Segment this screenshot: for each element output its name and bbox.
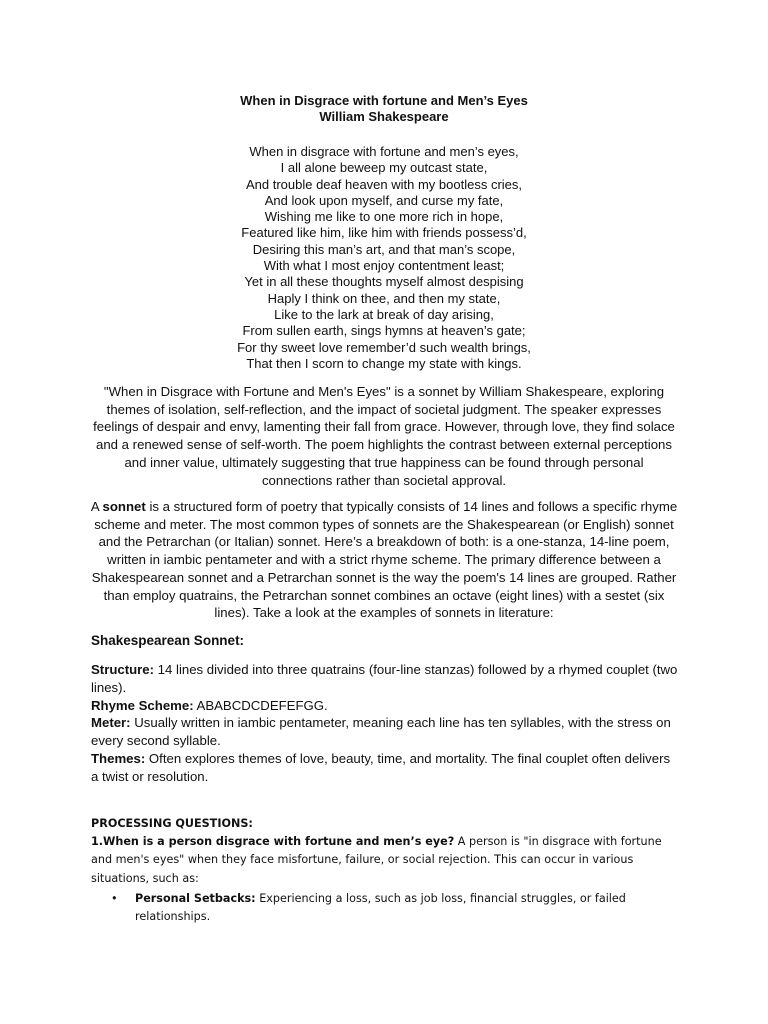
poem-line: From sullen earth, sings hymns at heaven’s gate; [242,323,526,339]
rhyme-scheme-entry [91,697,681,715]
poem-author: William Shakespeare [319,109,449,124]
poem-line: Haply I think on thee, and then my state, [267,290,501,306]
themes-label: Themes: [91,750,146,766]
bullet-text: Experiencing a loss, such as job loss, financial struggles, or failed relationships. [135,891,626,924]
poem-line: And look upon myself, and curse my fate, [264,192,504,208]
poem-line: Wishing me like to one more rich in hope, [264,209,504,225]
processing-questions-section [91,815,681,926]
poem-line: When in disgrace with fortune and men’s eyes, [249,144,519,159]
poem-line: Yet in all these thoughts myself almost despising [244,274,524,290]
poem-line: Desiring this man’s art, and that man’s scope, [252,241,516,257]
structure-label: Structure: [91,662,155,677]
poem-line: Featured like him, like him with friends possess’d, [241,225,527,241]
summary-paragraph: "When in Disgrace with Fortune and Men's Eyes" is a sonnet by William Shakespeare, exploring themes of isolation, self-reflection, and the impact of societal judgment. The speaker expresses feelings of despair and envy, lamenting their fall from grace. However, through love, they find solace and a renewed sense of self-worth. The poem highlights the contrast between external perceptions and inner value, ultimately suggesting that true happiness can be found through personal connections rather than societal approval. [93,384,675,488]
meter-text: Usually written in iambic pentameter, meaning each line has ten syllables, with the stress on every second syllable. [91,715,671,749]
rhyme-scheme-label: Rhyme Scheme: [91,697,194,713]
title-block [0,93,768,125]
poem-text [0,144,768,372]
sonnet-definition-paragraph [88,498,680,622]
themes-entry [91,750,681,786]
question-1-label: 1.When is a person disgrace with fortune and men’s eye? [91,835,455,849]
list-item [91,890,681,926]
poem-line: And trouble deaf heaven with my bootless cries, [245,176,523,192]
bullet-list [91,890,681,926]
bullet-label: Personal Setbacks: [135,891,256,905]
poem-line: Like to the lark at break of day arising, [274,306,494,322]
shakespearean-sonnet-heading: Shakespearean Sonnet: [91,633,245,648]
rhyme-scheme-text: ABABCDCDEFEFGG. [193,697,328,713]
poem-line: With what I most enjoy contentment least; [263,258,505,274]
question-1-text: A person is "in disgrace with fortune and men's eyes" when they face misfortune, failure, or social rejection. This can occur in various situations, such as: [91,835,662,885]
structure-text: 14 lines divided into three quatrains (four-line stanzas) followed by a rhymed couplet (two lines). [91,662,678,695]
meter-label: Meter: [91,715,131,731]
structure-entry [91,661,681,697]
themes-text: Often explores themes of love, beauty, time, and mortality. The final couplet often delivers a twist or resolution. [91,750,671,784]
sonnet-def-text: is a structured form of poetry that typically consists of 14 lines and follows a specific rhyme scheme and meter. The most common types of sonnets are the Shakespearean (or English) sonnet and the Petrarchan (or Italian) sonnet. Here’s a breakdown of both: is a one-stanza, 14-line poem, written in iambic pentameter and with a strict rhyme scheme. The primary difference between a Shakespearean sonnet and a Petrarchan sonnet is the way the poem's 14 lines are grouped. Rather than employ quatrains, the Petrarchan sonnet combines an octave (eight lines) with a sestet (six lines). Take a look at the examples of sonnets in literature: [91,499,678,621]
shakespearean-details [91,661,681,786]
poem-line: I all alone beweep my outcast state, [280,160,488,176]
poem-line: For thy sweet love remember’d such wealth brings, [237,339,531,355]
poem-title: When in Disgrace with fortune and Men’s Eyes [240,93,528,108]
processing-questions-heading: PROCESSING QUESTIONS: [91,817,253,830]
meter-entry [91,714,681,750]
poem-line: That then I scorn to change my state with kings. [246,355,522,371]
question-1 [91,833,681,888]
bullet-icon: • [111,891,118,905]
sonnet-term: sonnet [102,499,146,514]
sonnet-def-lead: A [90,499,103,514]
